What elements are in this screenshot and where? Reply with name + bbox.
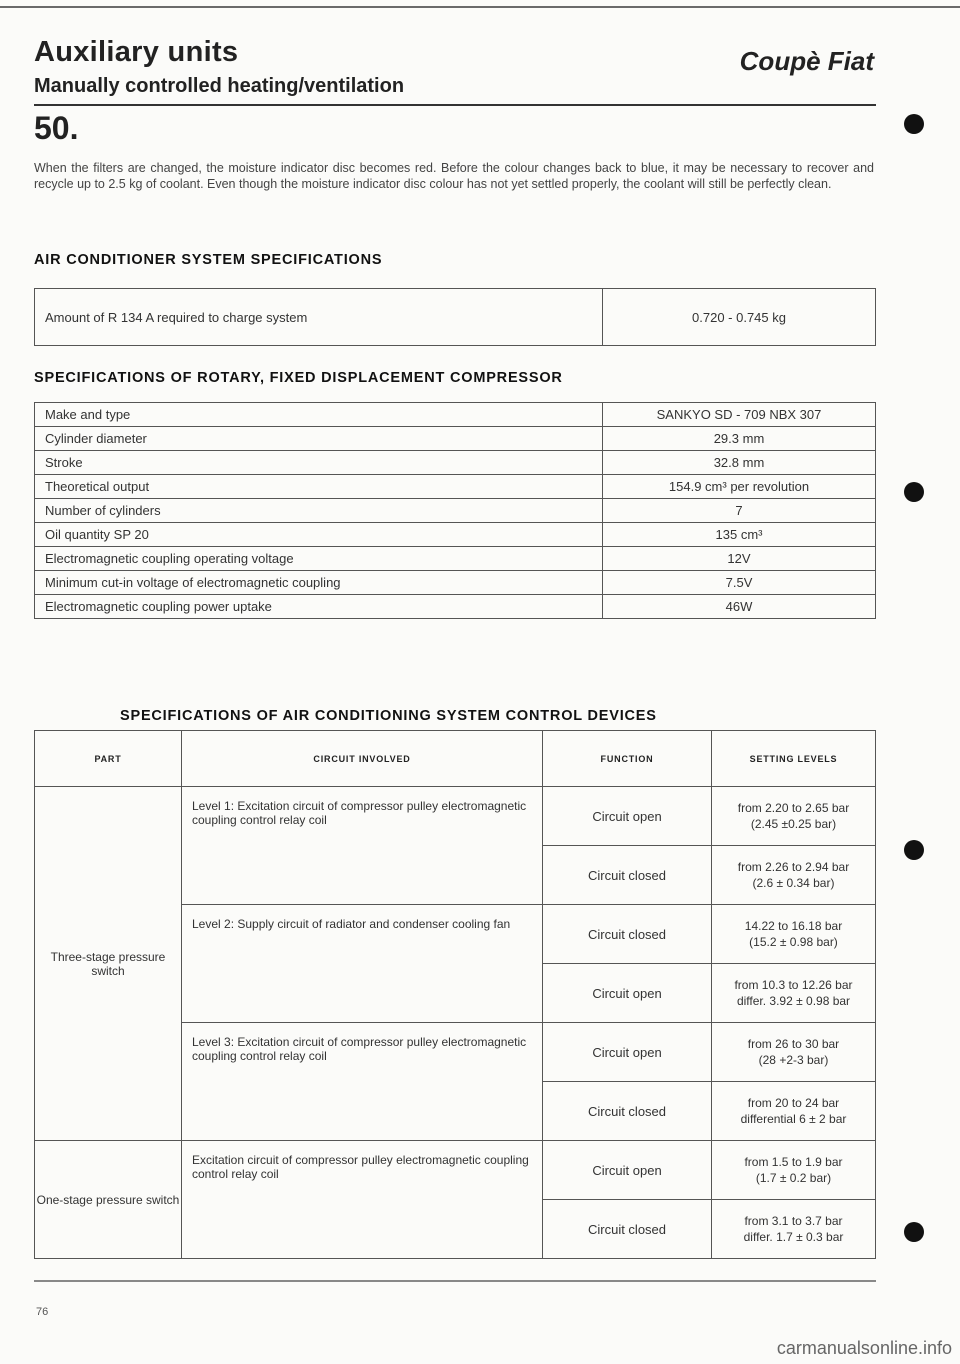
setting-range: from 2.20 to 2.65 bar — [737, 801, 850, 815]
ac-specs-table — [34, 288, 876, 346]
spec-label: Theoretical output — [35, 475, 603, 499]
binder-hole-marker — [904, 482, 924, 502]
function-cell: Circuit open — [543, 787, 712, 846]
function-cell: Circuit closed — [543, 1200, 712, 1259]
table-row — [35, 451, 876, 475]
function-cell: Circuit open — [543, 1023, 712, 1082]
spec-label: Electromagnetic coupling power uptake — [35, 595, 603, 619]
chapter-title: Auxiliary units — [34, 36, 239, 68]
header-rule — [34, 104, 876, 106]
column-header-setting-levels: SETTING LEVELS — [712, 731, 876, 787]
setting-tolerance: (2.45 ±0.25 bar) — [750, 817, 837, 831]
function-cell: Circuit closed — [543, 846, 712, 905]
spec-label: Minimum cut-in voltage of electromagnetic coupling — [35, 571, 603, 595]
table-row — [35, 499, 876, 523]
table-row — [35, 289, 876, 346]
table-row — [35, 427, 876, 451]
spec-label: Cylinder diameter — [35, 427, 603, 451]
function-cell: Circuit open — [543, 1141, 712, 1200]
control-devices-heading: SPECIFICATIONS OF AIR CONDITIONING SYSTEM CONTROL DEVICES — [120, 708, 657, 724]
circuit-level-2: Level 2: Supply circuit of radiator and condenser cooling fan — [182, 905, 543, 1023]
column-header-part: PART — [35, 731, 182, 787]
chapter-subtitle: Manually controlled heating/ventilation — [34, 75, 405, 97]
table-row — [35, 547, 876, 571]
circuit-one-stage: Excitation circuit of compressor pulley electromagnetic coupling control relay coil — [182, 1141, 543, 1259]
compressor-heading: SPECIFICATIONS OF ROTARY, FIXED DISPLACEMENT COMPRESSOR — [34, 370, 563, 386]
spec-value: 32.8 mm — [603, 451, 876, 475]
function-cell: Circuit open — [543, 964, 712, 1023]
setting-tolerance: differential 6 ± 2 bar — [740, 1112, 847, 1126]
circuit-level-3: Level 3: Excitation circuit of compressor pulley electromagnetic coupling control relay coil — [182, 1023, 543, 1141]
spec-value: 46W — [603, 595, 876, 619]
intro-paragraph: When the filters are changed, the moisture indicator disc becomes red. Before the colour changes back to blue, it may be necessary to recover and recycle up to 2.5 kg of coolant. Even though the moisture indicator disc colour has not yet settled properly, the coolant will still be perfectly clean. — [34, 161, 874, 191]
setting-range: from 26 to 30 bar — [747, 1037, 840, 1051]
column-header-function: FUNCTION — [543, 731, 712, 787]
setting-tolerance: (1.7 ± 0.2 bar) — [755, 1171, 832, 1185]
setting-tolerance: (15.2 ± 0.98 bar) — [749, 935, 838, 949]
column-header-circuit: CIRCUIT INVOLVED — [182, 731, 543, 787]
part-one-stage-switch: One-stage pressure switch — [35, 1141, 182, 1259]
setting-cell — [712, 787, 876, 846]
compressor-table — [34, 402, 876, 619]
watermark: carmanualsonline.info — [776, 1338, 952, 1358]
part-three-stage-switch: Three-stage pressure switch — [35, 787, 182, 1141]
table-row — [35, 787, 876, 846]
function-cell: Circuit closed — [543, 905, 712, 964]
setting-range: from 2.26 to 2.94 bar — [737, 860, 850, 874]
control-devices-table — [34, 730, 876, 1259]
setting-tolerance: differ. 1.7 ± 0.3 bar — [743, 1230, 844, 1244]
table-row — [35, 1141, 876, 1200]
setting-tolerance: (28 +2-3 bar) — [758, 1053, 829, 1067]
spec-value: 154.9 cm³ per revolution — [603, 475, 876, 499]
table-row — [35, 475, 876, 499]
spec-label: Stroke — [35, 451, 603, 475]
spec-value: 135 cm³ — [603, 523, 876, 547]
section-number: 50. — [34, 110, 79, 146]
setting-cell — [712, 1200, 876, 1259]
spec-label: Oil quantity SP 20 — [35, 523, 603, 547]
setting-range: from 1.5 to 1.9 bar — [744, 1155, 843, 1169]
top-rule — [0, 6, 960, 8]
table-row — [35, 403, 876, 427]
footer-rule — [34, 1280, 876, 1282]
setting-cell — [712, 1023, 876, 1082]
table-row — [35, 571, 876, 595]
setting-range: 14.22 to 16.18 bar — [744, 919, 843, 933]
setting-tolerance: differ. 3.92 ± 0.98 bar — [736, 994, 851, 1008]
spec-value: 12V — [603, 547, 876, 571]
table-row — [35, 595, 876, 619]
binder-hole-marker — [904, 840, 924, 860]
spec-value: 7.5V — [603, 571, 876, 595]
spec-label: Number of cylinders — [35, 499, 603, 523]
setting-cell — [712, 1082, 876, 1141]
setting-range: from 20 to 24 bar — [747, 1096, 840, 1110]
table-header-row — [35, 731, 876, 787]
spec-value: 7 — [603, 499, 876, 523]
setting-cell — [712, 905, 876, 964]
circuit-level-1: Level 1: Excitation circuit of compressor pulley electromagnetic coupling control relay coil — [182, 787, 543, 905]
ac-specs-heading: AIR CONDITIONER SYSTEM SPECIFICATIONS — [34, 252, 383, 268]
setting-cell — [712, 1141, 876, 1200]
ac-specs-value: 0.720 - 0.745 kg — [603, 289, 876, 346]
setting-tolerance: (2.6 ± 0.34 bar) — [752, 876, 835, 890]
setting-cell — [712, 964, 876, 1023]
table-row — [35, 523, 876, 547]
setting-range: from 10.3 to 12.26 bar — [734, 978, 853, 992]
spec-value: 29.3 mm — [603, 427, 876, 451]
spec-label: Make and type — [35, 403, 603, 427]
spec-label: Electromagnetic coupling operating voltage — [35, 547, 603, 571]
brand-label: Coupè Fiat — [739, 46, 874, 76]
binder-hole-marker — [904, 114, 924, 134]
page-number: 76 — [36, 1306, 49, 1318]
function-cell: Circuit closed — [543, 1082, 712, 1141]
binder-hole-marker — [904, 1222, 924, 1242]
ac-specs-label: Amount of R 134 A required to charge system — [35, 289, 603, 346]
setting-range: from 3.1 to 3.7 bar — [744, 1214, 843, 1228]
spec-value: SANKYO SD - 709 NBX 307 — [603, 403, 876, 427]
setting-cell — [712, 846, 876, 905]
